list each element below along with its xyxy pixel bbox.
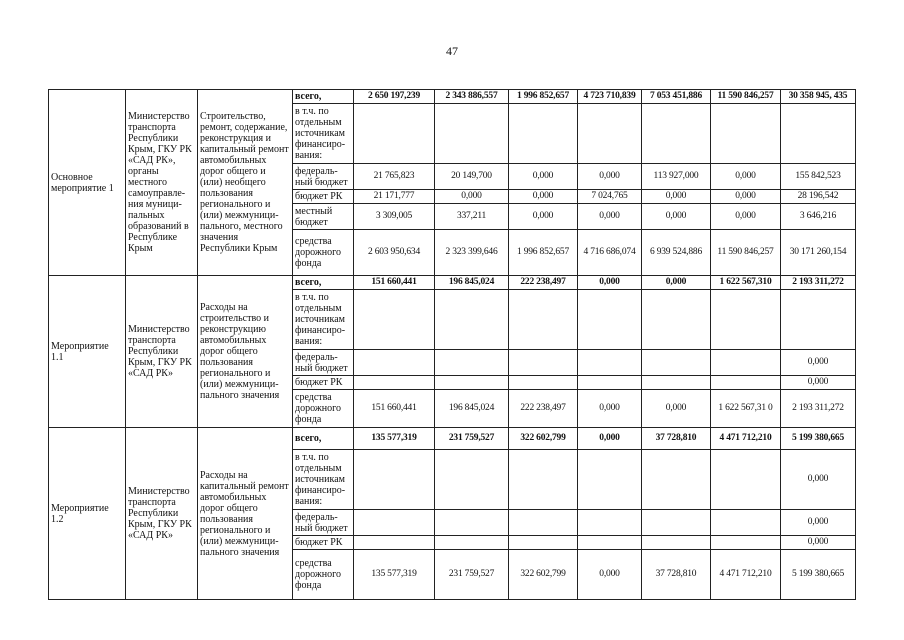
value-cell: 4 471 712,210 [711, 428, 781, 450]
value-cell [578, 450, 642, 510]
value-cell: 322 602,799 [509, 428, 578, 450]
category-cell: Мероприятие 1.1 [49, 276, 126, 428]
value-cell [435, 290, 509, 350]
value-cell [509, 450, 578, 510]
value-cell: 2 650 197,239 [354, 90, 435, 104]
description-cell: Расходы на строительство и реконструкцию автомобильных дорог общего пользования регионального и (или) межмуници-пального значения [198, 276, 293, 428]
value-cell [435, 536, 509, 550]
value-cell: 28 196,542 [781, 190, 856, 204]
value-cell: 0,000 [578, 164, 642, 190]
value-cell: 196 845,024 [435, 276, 509, 290]
value-cell [711, 536, 781, 550]
value-cell: 37 728,810 [642, 550, 711, 600]
value-cell [711, 450, 781, 510]
source-cell: федераль-ный бюджет [293, 510, 354, 536]
source-cell: федераль-ный бюджет [293, 164, 354, 190]
value-cell [578, 536, 642, 550]
value-cell [509, 104, 578, 164]
value-cell [435, 350, 509, 376]
value-cell: 11 590 846,257 [711, 230, 781, 276]
value-cell: 21 171,777 [354, 190, 435, 204]
value-cell: 0,000 [781, 450, 856, 510]
value-cell: 2 603 950,634 [354, 230, 435, 276]
value-cell: 2 193 311,272 [781, 390, 856, 428]
value-cell [354, 536, 435, 550]
value-cell: 0,000 [509, 164, 578, 190]
value-cell: 0,000 [642, 390, 711, 428]
value-cell [435, 450, 509, 510]
value-cell [642, 290, 711, 350]
value-cell [435, 104, 509, 164]
value-cell: 0,000 [578, 276, 642, 290]
value-cell [781, 104, 856, 164]
value-cell: 0,000 [578, 204, 642, 230]
value-cell [578, 104, 642, 164]
executor-cell: Министерство транспорта Республики Крым, ГКУ РК «САД РК», органы местного самоуправле-ния муници-пальных образований в Республике Крым [126, 90, 198, 276]
value-cell: 222 238,497 [509, 390, 578, 428]
value-cell: 0,000 [781, 536, 856, 550]
value-cell [711, 350, 781, 376]
value-cell [578, 510, 642, 536]
source-cell: средства дорожного фонда [293, 230, 354, 276]
table-row [49, 428, 856, 450]
value-cell [642, 536, 711, 550]
budget-table [48, 89, 856, 600]
value-cell: 11 590 846,257 [711, 90, 781, 104]
value-cell: 151 660,441 [354, 276, 435, 290]
value-cell: 0,000 [711, 204, 781, 230]
value-cell [509, 376, 578, 390]
source-cell: бюджет РК [293, 190, 354, 204]
value-cell: 231 759,527 [435, 550, 509, 600]
value-cell [354, 290, 435, 350]
value-cell: 3 309,005 [354, 204, 435, 230]
category-cell: Мероприятие 1.2 [49, 428, 126, 600]
value-cell: 3 646,216 [781, 204, 856, 230]
value-cell: 135 577,319 [354, 428, 435, 450]
value-cell [642, 450, 711, 510]
value-cell: 0,000 [435, 190, 509, 204]
value-cell [642, 350, 711, 376]
table-row [49, 276, 856, 290]
value-cell [354, 450, 435, 510]
value-cell: 4 471 712,210 [711, 550, 781, 600]
page-number: 47 [446, 44, 458, 58]
source-cell: всего, [293, 90, 354, 104]
value-cell: 113 927,000 [642, 164, 711, 190]
value-cell [435, 376, 509, 390]
source-cell: бюджет РК [293, 536, 354, 550]
value-cell: 5 199 380,665 [781, 428, 856, 450]
value-cell [711, 104, 781, 164]
value-cell [578, 290, 642, 350]
value-cell: 6 939 524,886 [642, 230, 711, 276]
executor-cell: Министерство транспорта Республики Крым, ГКУ РК «САД РК» [126, 276, 198, 428]
value-cell [642, 510, 711, 536]
value-cell: 135 577,319 [354, 550, 435, 600]
value-cell: 30 171 260,154 [781, 230, 856, 276]
source-cell: федераль-ный бюджет [293, 350, 354, 376]
value-cell [642, 104, 711, 164]
value-cell: 2 323 399,646 [435, 230, 509, 276]
source-cell: бюджет РК [293, 376, 354, 390]
value-cell: 2 343 886,557 [435, 90, 509, 104]
value-cell: 196 845,024 [435, 390, 509, 428]
source-cell: всего, [293, 276, 354, 290]
value-cell [509, 536, 578, 550]
value-cell [711, 376, 781, 390]
value-cell [711, 290, 781, 350]
value-cell: 0,000 [642, 190, 711, 204]
value-cell: 0,000 [781, 350, 856, 376]
value-cell [711, 510, 781, 536]
value-cell [578, 376, 642, 390]
value-cell: 0,000 [578, 428, 642, 450]
description-cell: Строительство, ремонт, содержание, реконструкция и капитальный ремонт автомобильных дорог общего и (или) необщего пользования регионального и (или) межмуници-пального, местного значения Республики Крым [198, 90, 293, 276]
table-row [49, 90, 856, 104]
value-cell [354, 376, 435, 390]
category-cell: Основное мероприятие 1 [49, 90, 126, 276]
source-cell: местный бюджет [293, 204, 354, 230]
value-cell: 1 622 567,310 [711, 276, 781, 290]
value-cell: 0,000 [781, 510, 856, 536]
executor-cell: Министерство транспорта Республики Крым, ГКУ РК «САД РК» [126, 428, 198, 600]
value-cell: 231 759,527 [435, 428, 509, 450]
value-cell: 0,000 [642, 276, 711, 290]
value-cell [435, 510, 509, 536]
value-cell: 337,211 [435, 204, 509, 230]
value-cell: 0,000 [578, 390, 642, 428]
value-cell: 2 193 311,272 [781, 276, 856, 290]
value-cell: 30 358 945, 435 [781, 90, 856, 104]
source-cell: в т.ч. по отдельным источникам финансиро-вания: [293, 450, 354, 510]
value-cell: 5 199 380,665 [781, 550, 856, 600]
value-cell [781, 290, 856, 350]
value-cell: 0,000 [781, 376, 856, 390]
value-cell: 155 842,523 [781, 164, 856, 190]
value-cell [509, 510, 578, 536]
value-cell: 20 149,700 [435, 164, 509, 190]
source-cell: средства дорожного фонда [293, 550, 354, 600]
value-cell: 1 996 852,657 [509, 90, 578, 104]
value-cell: 0,000 [711, 164, 781, 190]
value-cell: 0,000 [711, 190, 781, 204]
value-cell: 0,000 [642, 204, 711, 230]
source-cell: средства дорожного фонда [293, 390, 354, 428]
value-cell [642, 376, 711, 390]
value-cell: 7 024,765 [578, 190, 642, 204]
value-cell: 0,000 [509, 204, 578, 230]
value-cell: 1 622 567,31 0 [711, 390, 781, 428]
description-cell: Расходы на капитальный ремонт автомобильных дорог общего пользования регионального и (или) межмуници-пального значения [198, 428, 293, 600]
value-cell: 7 053 451,886 [642, 90, 711, 104]
value-cell [354, 350, 435, 376]
source-cell: в т.ч. по отдельным источникам финансиро-вания: [293, 290, 354, 350]
value-cell: 0,000 [578, 550, 642, 600]
value-cell: 37 728,810 [642, 428, 711, 450]
value-cell: 151 660,441 [354, 390, 435, 428]
value-cell [578, 350, 642, 376]
value-cell [509, 350, 578, 376]
value-cell: 0,000 [509, 190, 578, 204]
value-cell [354, 510, 435, 536]
source-cell: всего, [293, 428, 354, 450]
value-cell: 222 238,497 [509, 276, 578, 290]
value-cell [509, 290, 578, 350]
value-cell: 21 765,823 [354, 164, 435, 190]
value-cell: 4 716 686,074 [578, 230, 642, 276]
value-cell: 322 602,799 [509, 550, 578, 600]
value-cell: 1 996 852,657 [509, 230, 578, 276]
value-cell: 4 723 710,839 [578, 90, 642, 104]
source-cell: в т.ч. по отдельным источникам финансиро-вания: [293, 104, 354, 164]
value-cell [354, 104, 435, 164]
